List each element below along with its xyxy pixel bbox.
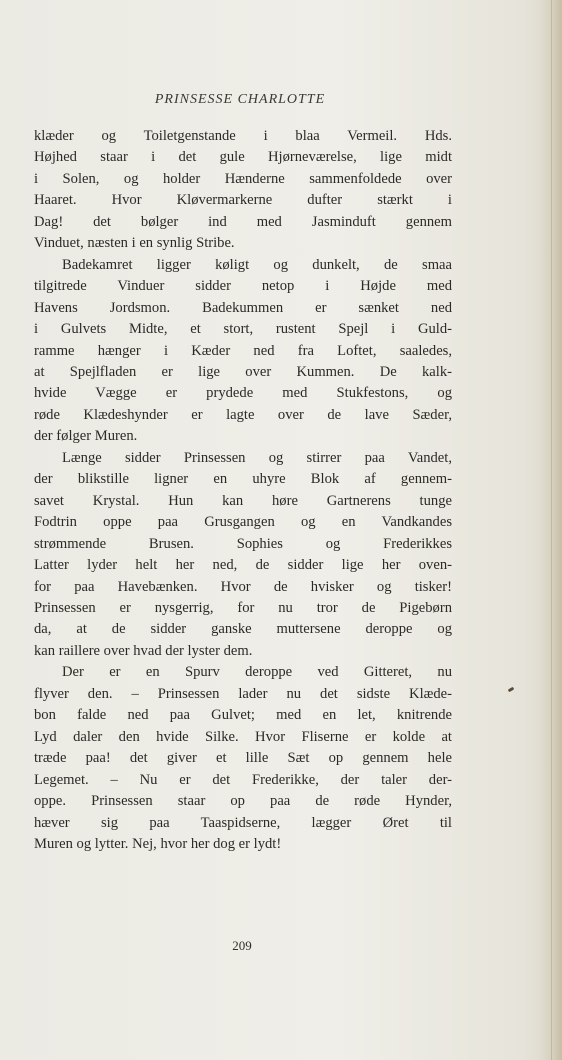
text-line: bon falde ned paa Gulvet; med en let, knitrende — [34, 707, 452, 724]
text-line: Højhed staar i det gule Hjørneværelse, lige midt — [34, 149, 452, 166]
text-line: Legemet. – Nu er det Frederikke, der taler der- — [34, 771, 452, 788]
text-line: Havens Jordsmon. Badekummen er sænket ned — [34, 299, 452, 316]
text-line: Længe sidder Prinsessen og stirrer paa Vandet, — [62, 449, 452, 466]
text-line: tilgitrede Vinduer sidder netop i Højde med — [34, 278, 452, 295]
text-line: i Solen, og holder Hænderne sammenfoldede over — [34, 170, 452, 187]
text-line: Badekamret ligger køligt og dunkelt, de smaa — [62, 256, 452, 273]
text-line: Prinsessen er nysgerrig, for nu tror de Pigebørn — [34, 599, 452, 616]
text-line: der blikstille ligner en uhyre Blok af gennem- — [34, 471, 452, 488]
running-head: PRINSESSE CHARLOTTE — [154, 92, 326, 107]
text-line: Lyd daler den hvide Silke. Hvor Fliserne er kolde at — [34, 728, 452, 745]
text-line: at Spejlfladen er lige over Kummen. De kalk- — [34, 363, 452, 380]
text-line: Dag! det bølger ind med Jasminduft gennem — [34, 213, 452, 230]
text-line: hæver sig paa Taaspidserne, lægger Øret til — [34, 814, 452, 831]
text-line: Fodtrin oppe paa Grusgangen og en Vandkandes — [34, 514, 452, 531]
text-line: ramme hænger i Kæder ned fra Loftet, saaledes, — [34, 342, 452, 359]
text-line: Vinduet, næsten i en synlig Stribe. — [34, 235, 235, 252]
body-text — [34, 126, 452, 855]
text-line: for paa Havebænken. Hvor de hvisker og tisker! — [34, 578, 452, 595]
text-line: Muren og lytter. Nej, hvor her dog er lydt! — [34, 835, 282, 852]
text-line: kan raillere over hvad der lyster dem. — [34, 642, 253, 659]
text-line: i Gulvets Midte, et stort, rustent Spejl i Guld- — [34, 321, 452, 338]
page-edge-line — [551, 0, 552, 1060]
text-line: flyver den. – Prinsessen lader nu det sidste Klæde- — [34, 685, 452, 702]
text-line: Haaret. Hvor Kløvermarkerne dufter stærkt i — [34, 192, 452, 209]
text-line: Der er en Spurv deroppe ved Gitteret, nu — [62, 664, 452, 681]
text-line: hvide Vægge er prydede med Stukfestons, og — [34, 385, 452, 402]
text-line: savet Krystal. Hun kan høre Gartnerens tunge — [34, 492, 452, 509]
text-line: strømmende Brusen. Sophies og Frederikkes — [34, 535, 452, 552]
text-line: der følger Muren. — [34, 428, 138, 445]
page-number: 209 — [232, 938, 252, 953]
ink-speck-mark — [508, 687, 515, 693]
text-line: røde Klædeshynder er lagte over de lave Sæder, — [34, 406, 452, 423]
text-line: træde paa! det giver et lille Sæt op gennem hele — [34, 750, 452, 767]
text-line: da, at de sidder ganske muttersene deroppe og — [34, 621, 452, 638]
text-line: klæder og Toiletgenstande i blaa Vermeil. Hds. — [34, 128, 452, 144]
text-line: oppe. Prinsessen staar op paa de røde Hynder, — [34, 793, 452, 810]
text-line: Latter lyder helt her ned, de sidder lige her oven- — [34, 557, 452, 574]
